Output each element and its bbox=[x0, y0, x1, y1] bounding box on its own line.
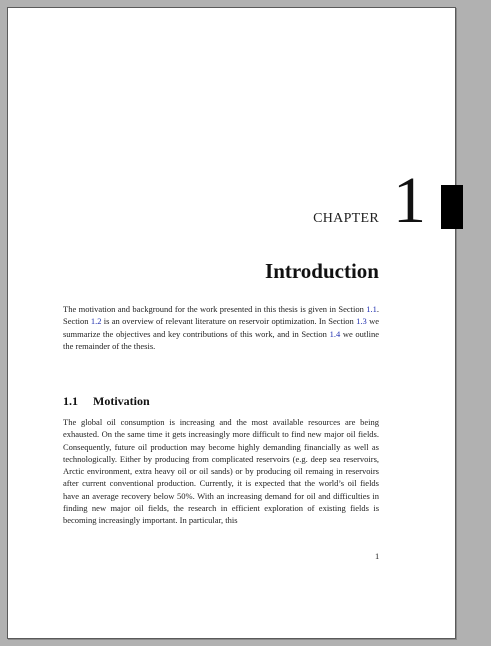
section-ref-1-4[interactable]: 1.4 bbox=[329, 328, 341, 339]
chapter-title: Introduction bbox=[265, 259, 379, 283]
section-number: 1.1 bbox=[63, 394, 78, 408]
page-number: 1 bbox=[375, 551, 380, 561]
section-title: Motivation bbox=[93, 394, 150, 408]
section-ref-1-2[interactable]: 1.2 bbox=[90, 316, 102, 327]
section-heading bbox=[63, 394, 150, 409]
chapter-label: CHAPTER bbox=[313, 211, 379, 226]
chapter-thumb-tab bbox=[441, 185, 463, 229]
section-ref-1-3[interactable]: 1.3 bbox=[356, 316, 367, 327]
section-ref-1-1[interactable]: 1.1 bbox=[366, 304, 377, 314]
document-page bbox=[7, 7, 456, 639]
intro-paragraph: The motivation and background for the work presented in this thesis is given in Section 1.1. Section 1.2 is an overview of relevant literature on reservoir optimization. In Section 1.3 we summarize the objectives and key contributions of this work, and in Section 1.4 we outline the remainder of the thesis. bbox=[63, 304, 379, 351]
chapter-number: 1 bbox=[393, 164, 426, 237]
motivation-paragraph: The global oil consumption is increasing and the most available resources are being exhausted. On the same time it gets increasingly more difficult to find new major oil fields. Consequently, future oil production may become highly demanding financially as well as technologically. Either by producing from complicated reservoirs (e.g. deep sea reservoirs, Arctic environment, extra heavy oil or oil sands) or by producing oil remaing in reservoirs after current conventional production. Currently, it is expected that the world’s oil fields have an average recovery below 50%. With an increasing demand for oil and difficulties in finding new major oil fields, the research in efficient exploration of existing fields is becoming increasingly important. In particular, this bbox=[63, 417, 379, 526]
